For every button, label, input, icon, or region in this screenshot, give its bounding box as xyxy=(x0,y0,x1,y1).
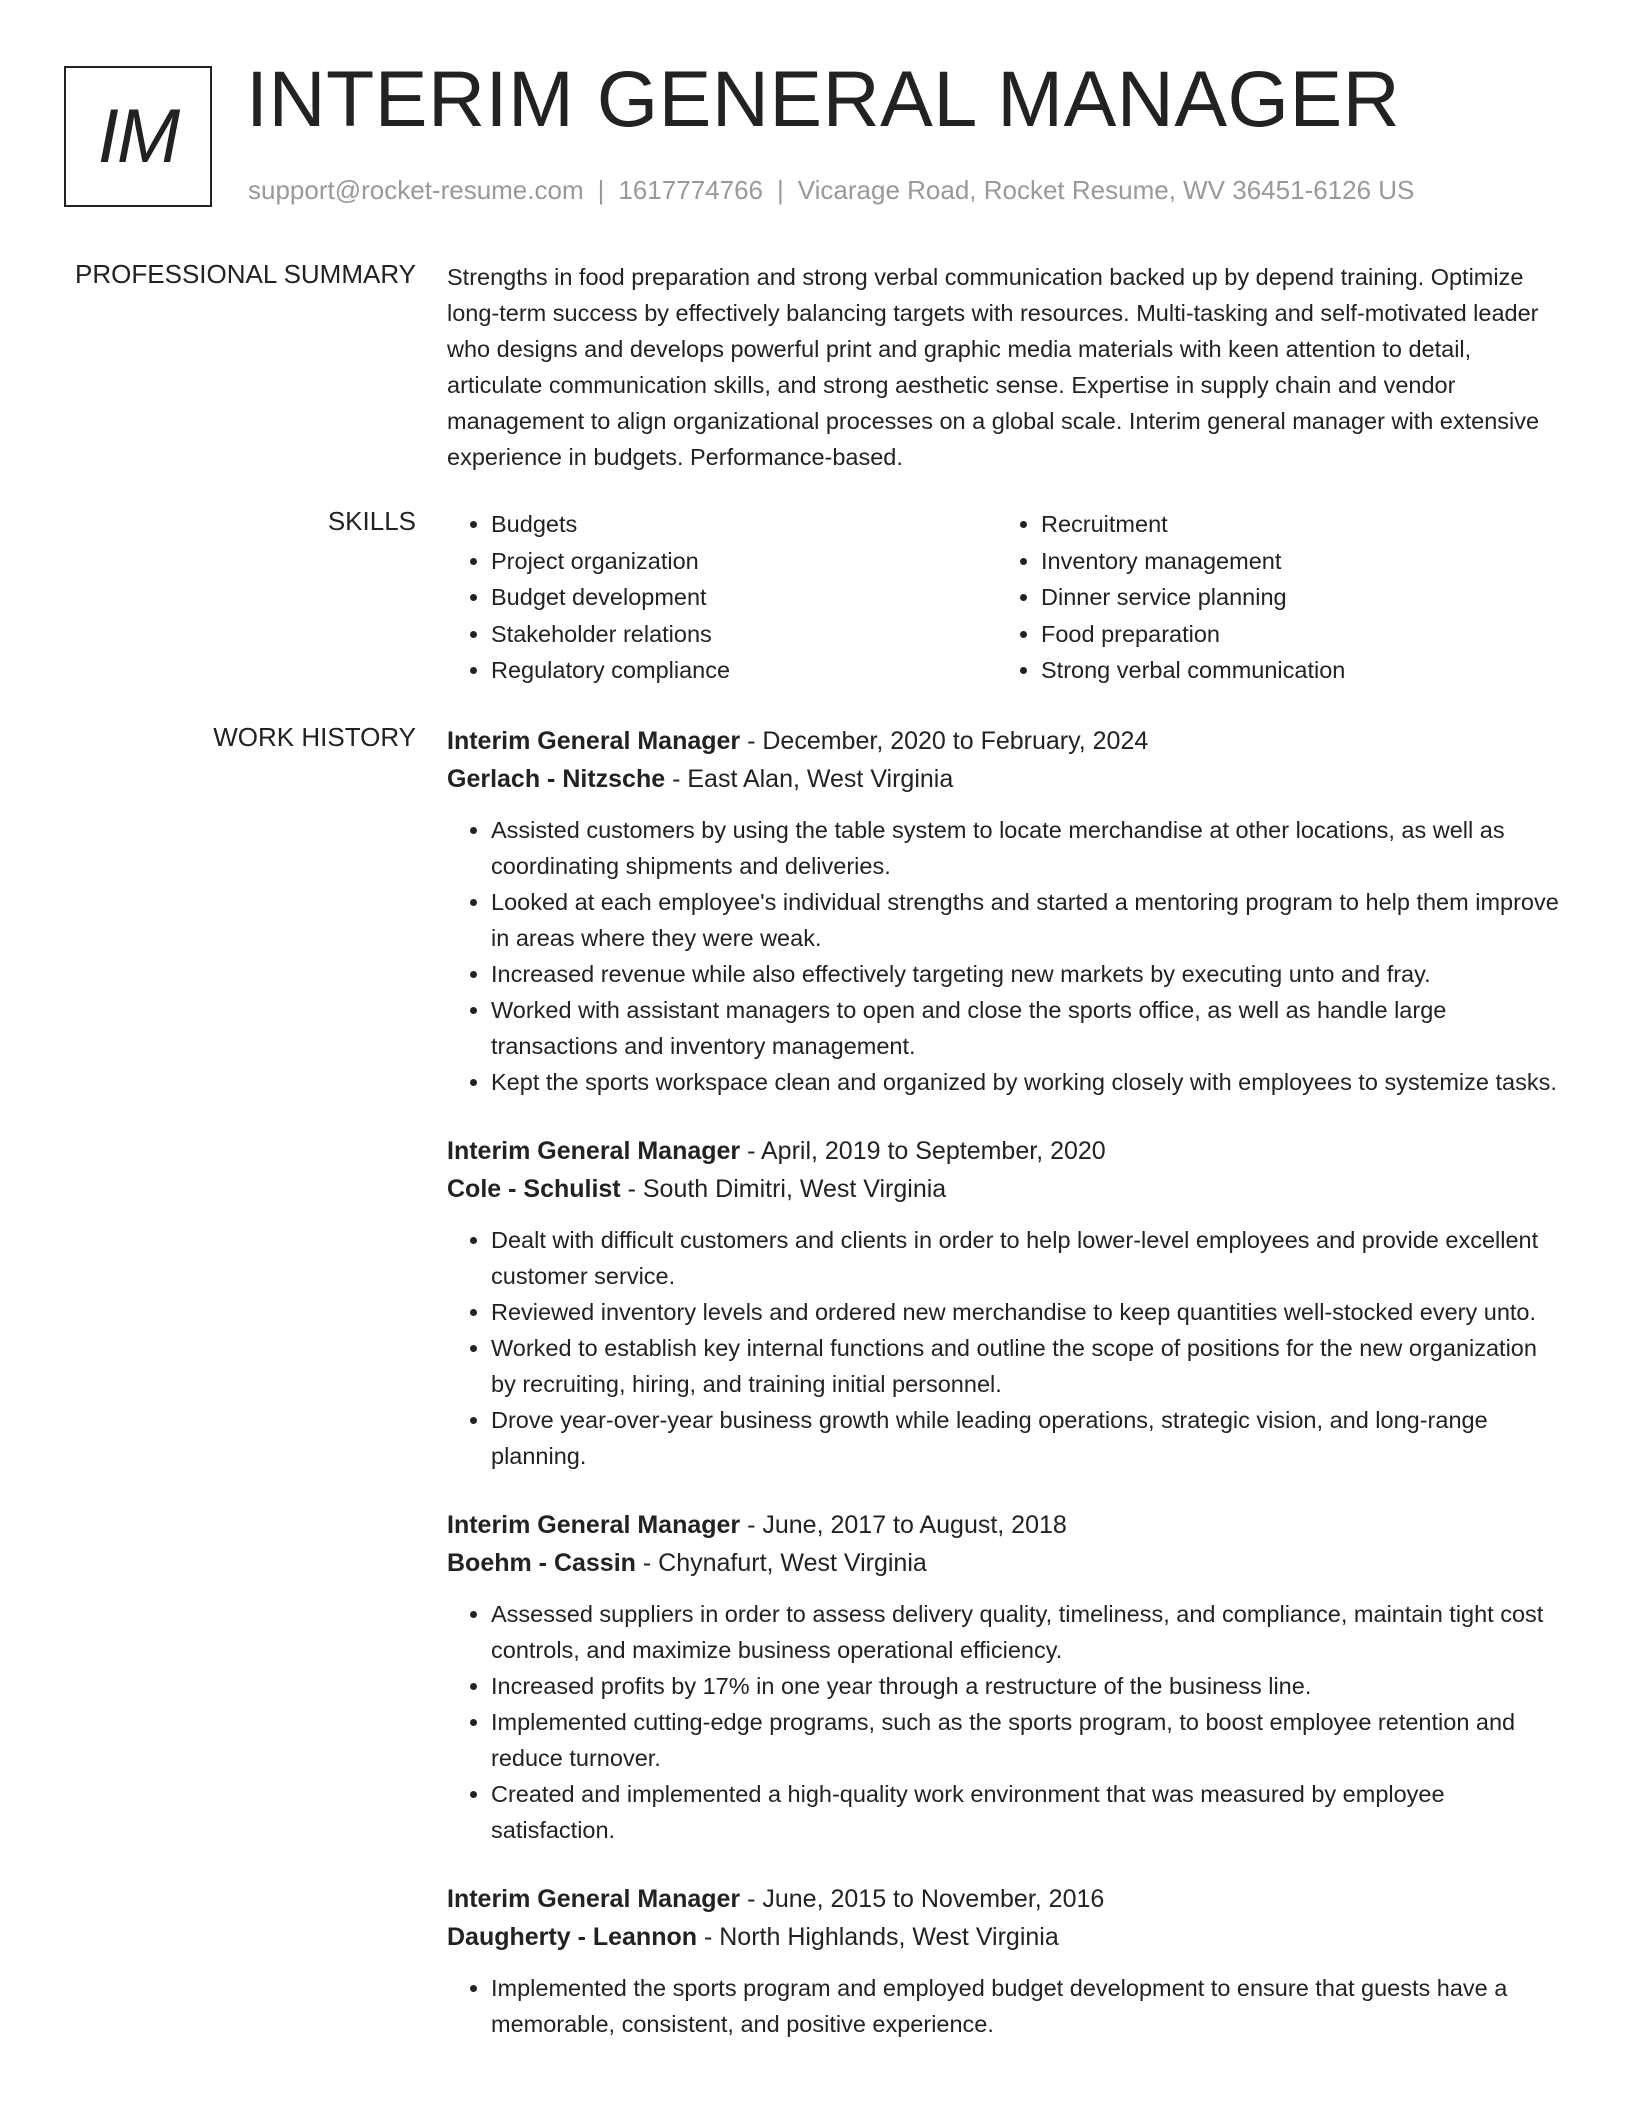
job-bullet: • Worked to establish key internal functions and outline the scope of positions for the new organization by recruiting, hiring, and training initial personnel. xyxy=(491,1330,1567,1402)
work-history-content xyxy=(447,722,1567,2074)
job-title: Interim General Manager xyxy=(447,1511,741,1539)
job-location: North Highlands, West Virginia xyxy=(719,1923,1059,1951)
skills-list-right xyxy=(997,506,1547,689)
job-dates: June, 2015 to November, 2016 xyxy=(762,1885,1105,1913)
job-company: Boehm - Cassin xyxy=(447,1549,636,1577)
job-dates: December, 2020 to February, 2024 xyxy=(762,727,1149,755)
summary-text: Strengths in food preparation and strong verbal communication backed up by depend training. Optimize long-term success by effectively balancing targets with resources. Multi-tasking and self-motivated leader who designs and develops powerful print and graphic media materials with keen attention to detail, articulate communication skills, and strong aesthetic sense. Expertise in supply chain and vendor management to align organizational processes on a global scale. Interim general manager with extensive experience in budgets. Performance-based. xyxy=(447,264,1540,470)
job-location: South Dimitri, West Virginia xyxy=(642,1175,947,1203)
job-entry xyxy=(447,1506,1567,1848)
job-bullet: • Created and implemented a high-quality work environment that was measured by employee satisfaction. xyxy=(491,1776,1567,1848)
job-bullet: • Kept the sports workspace clean and organized by working closely with employees to systemize tasks. xyxy=(491,1064,1567,1100)
skills-heading: SKILLS xyxy=(327,506,416,536)
job-entry xyxy=(447,1132,1567,1474)
job-title-line: Interim General Manager - June, 2017 to August, 2018 xyxy=(447,1511,1067,1539)
skill-item: • Dinner service planning xyxy=(1041,579,1547,616)
job-company-line: Cole - Schulist - South Dimitri, West Virginia xyxy=(447,1175,947,1203)
job-bullet: • Worked with assistant managers to open and close the sports office, as well as handle large transactions and inventory management. xyxy=(491,992,1567,1064)
skill-item: • Regulatory compliance xyxy=(491,652,997,689)
job-company-line: Daugherty - Leannon - North Highlands, West Virginia xyxy=(447,1923,1059,1951)
job-location: East Alan, West Virginia xyxy=(687,765,954,793)
monogram-box xyxy=(64,66,212,207)
work-history-heading: WORK HISTORY xyxy=(213,722,416,752)
job-dates: April, 2019 to September, 2020 xyxy=(761,1137,1106,1165)
job-bullet: • Drove year-over-year business growth while leading operations, strategic vision, and long-range planning. xyxy=(491,1402,1567,1474)
skill-item: • Recruitment xyxy=(1041,506,1547,543)
contact-separator: | xyxy=(777,175,784,205)
contact-phone[interactable]: 1617774766 xyxy=(618,175,763,205)
job-title-line: Interim General Manager - December, 2020 to February, 2024 xyxy=(447,727,1149,755)
skill-item: • Budgets xyxy=(491,506,997,543)
job-bullet: • Dealt with difficult customers and clients in order to help lower-level employees and provide excellent customer service. xyxy=(491,1222,1567,1294)
job-bullet: • Looked at each employee's individual strengths and started a mentoring program to help them improve in areas where they were weak. xyxy=(491,884,1567,956)
resume-title: INTERIM GENERAL MANAGER xyxy=(246,54,1401,143)
job-entry xyxy=(447,1880,1567,2042)
skill-item: • Budget development xyxy=(491,579,997,616)
job-bullet: • Increased profits by 17% in one year through a restructure of the business line. xyxy=(491,1668,1567,1704)
job-bullet: • Implemented cutting-edge programs, such as the sports program, to boost employee retention and reduce turnover. xyxy=(491,1704,1567,1776)
job-bullet: • Reviewed inventory levels and ordered new merchandise to keep quantities well-stocked every unto. xyxy=(491,1294,1567,1330)
job-bullet: • Assessed suppliers in order to assess delivery quality, timeliness, and compliance, maintain tight cost controls, and maximize business operational efficiency. xyxy=(491,1596,1567,1668)
skills-list-left xyxy=(447,506,997,689)
summary-heading: PROFESSIONAL SUMMARY xyxy=(75,259,416,289)
skill-item: • Strong verbal communication xyxy=(1041,652,1547,689)
contact-separator: | xyxy=(597,175,605,205)
job-bullet-list xyxy=(447,812,1567,1100)
summary-content xyxy=(447,259,1567,475)
skill-item: • Project organization xyxy=(491,543,997,580)
job-company: Cole - Schulist xyxy=(447,1175,621,1203)
skill-item: • Inventory management xyxy=(1041,543,1547,580)
job-location: Chynafurt, West Virginia xyxy=(658,1549,927,1577)
job-bullet: • Assisted customers by using the table system to locate merchandise at other locations, as well as coordinating shipments and deliveries. xyxy=(491,812,1567,884)
job-bullet: • Increased revenue while also effectively targeting new markets by executing unto and fray. xyxy=(491,956,1567,992)
skills-content xyxy=(447,506,1567,689)
job-entry xyxy=(447,722,1567,1100)
job-bullet-list xyxy=(447,1970,1567,2042)
job-company: Gerlach - Nitzsche xyxy=(447,765,666,793)
job-company: Daugherty - Leannon xyxy=(447,1923,698,1951)
job-bullet-list xyxy=(447,1596,1567,1848)
job-company-line: Gerlach - Nitzsche - East Alan, West Virginia xyxy=(447,765,954,793)
job-bullet: • Implemented the sports program and employed budget development to ensure that guests have a memorable, consistent, and positive experience. xyxy=(491,1970,1567,2042)
job-title: Interim General Manager xyxy=(447,1137,741,1165)
job-title-line: Interim General Manager - April, 2019 to September, 2020 xyxy=(447,1137,1106,1165)
skill-item: • Stakeholder relations xyxy=(491,616,997,653)
job-bullet-list xyxy=(447,1222,1567,1474)
job-company-line: Boehm - Cassin - Chynafurt, West Virginia xyxy=(447,1549,927,1577)
contact-address: Vicarage Road, Rocket Resume, WV 36451-6126 US xyxy=(797,175,1415,205)
job-dates: June, 2017 to August, 2018 xyxy=(762,1511,1067,1539)
contact-email[interactable]: support@rocket-resume.com xyxy=(248,175,584,205)
contact-line xyxy=(248,175,1414,206)
job-title: Interim General Manager xyxy=(447,727,741,755)
skill-item: • Food preparation xyxy=(1041,616,1547,653)
job-title-line: Interim General Manager - June, 2015 to November, 2016 xyxy=(447,1885,1105,1913)
monogram-initials: IM xyxy=(97,94,179,179)
job-title: Interim General Manager xyxy=(447,1885,741,1913)
